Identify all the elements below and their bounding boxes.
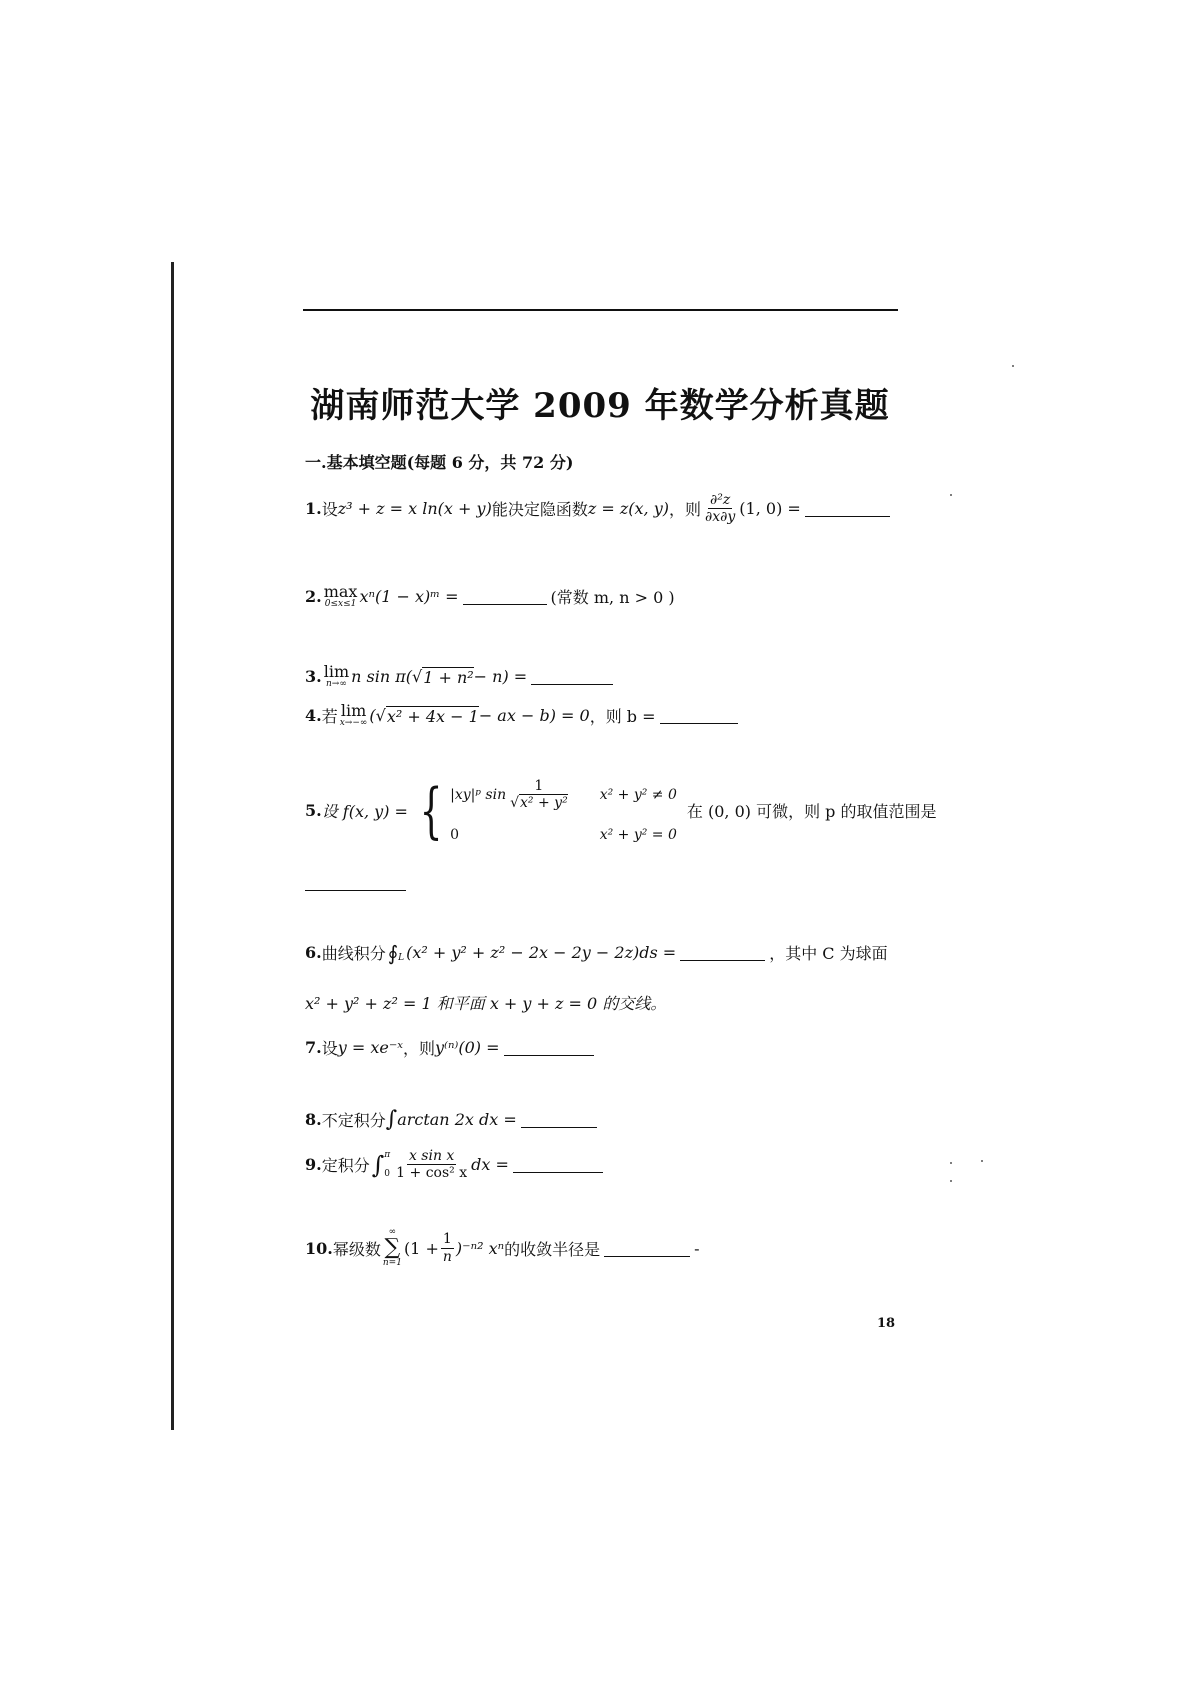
question-text: 曲线积分: [321, 944, 386, 963]
max-operator: [324, 584, 358, 609]
equation: − ax − b) = 0: [478, 706, 590, 725]
question-number: 9.: [305, 1155, 322, 1175]
contour-integral-operator: [387, 940, 405, 965]
equation: (1, 0) =: [739, 499, 801, 519]
fraction-numerator: x sin x: [408, 1148, 455, 1164]
question-text: 设: [321, 500, 338, 520]
integral-limits: [384, 1151, 390, 1179]
equation: arctan 2x dx =: [397, 1110, 517, 1129]
question-6-line-2: [305, 991, 666, 1014]
question-text: 若: [321, 707, 338, 726]
operator-symbol: ∮: [387, 940, 399, 965]
partial-derivative-fraction: [703, 492, 737, 525]
sqrt-radicand: x² + 4x − 1: [386, 706, 479, 726]
fraction-denominator: 1 + cos² x: [396, 1165, 468, 1182]
integrand-fraction: [394, 1148, 469, 1181]
question-8: [305, 1108, 601, 1131]
equation: |xy|ᵖ sin: [450, 786, 507, 803]
fraction-denominator: ∂x∂y: [705, 509, 736, 526]
page-number: 18: [877, 1316, 896, 1331]
scan-speck: [1012, 365, 1014, 367]
question-number: 4.: [305, 706, 322, 725]
integral-symbol: ∫: [371, 1150, 385, 1179]
question-text: ，则 b =: [589, 707, 656, 726]
trailing-mark: -: [694, 1238, 700, 1258]
equation: )⁻ⁿ² xⁿ: [455, 1238, 505, 1258]
scan-speck: [950, 1162, 952, 1164]
operator-subscript: n→∞: [325, 679, 347, 689]
equation: z = z(x, y): [587, 499, 669, 519]
upper-limit: π: [384, 1149, 391, 1160]
operator-subscript: x→−∞: [339, 718, 368, 728]
question-text: 幂级数: [332, 1239, 381, 1259]
upper-limit: ∞: [388, 1227, 397, 1237]
sqrt-symbol: √: [375, 706, 386, 725]
equation: y = xe⁻ˣ: [337, 1038, 403, 1057]
equation: z³ + z = x ln(x + y): [337, 499, 492, 519]
limit-operator: [324, 664, 349, 689]
operator-symbol: lim: [340, 701, 367, 720]
case-1-fraction: [508, 778, 570, 811]
question-1: [305, 492, 894, 525]
answer-blank[interactable]: [463, 588, 547, 605]
question-note: (常数 m, n > 0 ): [550, 588, 675, 607]
sqrt-radicand: x² + y²: [520, 795, 568, 812]
summation-operator: [383, 1228, 402, 1268]
question-text: x² + y² + z² = 1 和平面 x + y + z = 0 的交线。: [305, 994, 667, 1013]
scan-speck: [950, 1180, 952, 1182]
limit-operator: [340, 703, 368, 728]
equation: n sin π(: [351, 667, 412, 686]
equation: − n) =: [473, 667, 528, 686]
series-fraction: [441, 1231, 454, 1264]
operator-symbol: max: [323, 582, 358, 601]
answer-blank[interactable]: [513, 1156, 603, 1173]
question-number: 6.: [305, 943, 322, 962]
case-1-condition: x² + y² ≠ 0: [599, 786, 677, 803]
fraction-numerator: 1: [442, 1231, 452, 1248]
fraction-denominator: n: [442, 1248, 452, 1265]
operator-symbol: lim: [323, 662, 350, 681]
answer-blank[interactable]: [680, 944, 765, 961]
case-2-condition: x² + y² = 0: [599, 827, 677, 844]
question-text: 在 (0, 0) 可微，则 p 的取值范围是: [686, 802, 937, 822]
question-4: [305, 703, 742, 728]
question-text: 能决定隐函数: [491, 500, 588, 520]
question-text: 设: [321, 1039, 338, 1058]
left-brace: {: [419, 775, 443, 846]
equation: (: [369, 706, 376, 725]
question-text: 的收敛半径是: [504, 1239, 601, 1259]
answer-blank[interactable]: [660, 707, 738, 724]
definite-integral-operator: [372, 1151, 390, 1179]
case-2-expression: 0: [450, 827, 460, 844]
answer-blank[interactable]: [521, 1111, 597, 1128]
question-number: 5.: [305, 801, 322, 821]
question-number: 7.: [305, 1038, 322, 1057]
question-text: 不定积分: [321, 1111, 386, 1130]
page-title: 湖南师范大学 2009 年数学分析真题: [310, 386, 890, 426]
lower-limit: n=1: [382, 1258, 402, 1268]
sigma-symbol: ∑: [384, 1235, 401, 1260]
scan-binding-edge: [171, 262, 174, 1430]
answer-blank[interactable]: [305, 890, 406, 891]
fraction-denominator: √x² + y²: [510, 795, 568, 812]
sqrt-symbol: √: [411, 667, 423, 686]
scan-speck: [981, 1160, 983, 1162]
fraction-numerator: ∂²z: [710, 492, 731, 508]
question-number: 3.: [305, 667, 322, 686]
operator-subscript: 0≤x≤1: [324, 599, 357, 609]
question-10: [305, 1228, 700, 1268]
question-7: [305, 1036, 598, 1059]
question-3: [305, 664, 617, 689]
question-number: 10.: [305, 1238, 333, 1258]
question-number: 8.: [305, 1110, 322, 1129]
integral-symbol: ∫: [385, 1106, 398, 1132]
answer-blank[interactable]: [604, 1240, 690, 1257]
question-text: 定积分: [321, 1156, 370, 1176]
question-number: 1.: [305, 499, 322, 519]
question-6: [305, 941, 888, 964]
top-rule: [303, 309, 898, 311]
cases-grid: [450, 778, 677, 843]
equation: (1 +: [403, 1238, 439, 1258]
equation: dx =: [471, 1155, 509, 1175]
scan-speck: [950, 494, 952, 496]
equation: y⁽ⁿ⁾(0) =: [434, 1038, 500, 1057]
question-text: ，则: [668, 500, 701, 520]
question-5: [305, 775, 937, 846]
question-text: ，其中 C 为球面: [769, 944, 888, 963]
equation: (x² + y² + z² − 2x − 2y − 2z)ds =: [406, 943, 677, 962]
question-9: [305, 1148, 607, 1181]
answer-blank[interactable]: [805, 500, 890, 517]
question-number: 2.: [305, 587, 322, 606]
fraction-numerator: 1: [534, 778, 544, 794]
answer-blank[interactable]: [531, 668, 613, 685]
question-2: [305, 584, 675, 609]
answer-blank[interactable]: [504, 1039, 594, 1056]
question-text: ，则: [402, 1039, 435, 1058]
operator-subscript: L: [398, 952, 405, 963]
piecewise-definition: [412, 775, 677, 846]
lower-limit: 0: [384, 1168, 390, 1179]
section-heading: 一.基本填空题(每题 6 分，共 72 分): [305, 453, 574, 472]
sqrt-radicand: 1 + n²: [423, 667, 474, 687]
equation: xⁿ(1 − x)ᵐ =: [359, 587, 459, 606]
case-1-expression: [450, 778, 572, 811]
equation: 设 f(x, y) =: [321, 802, 408, 822]
